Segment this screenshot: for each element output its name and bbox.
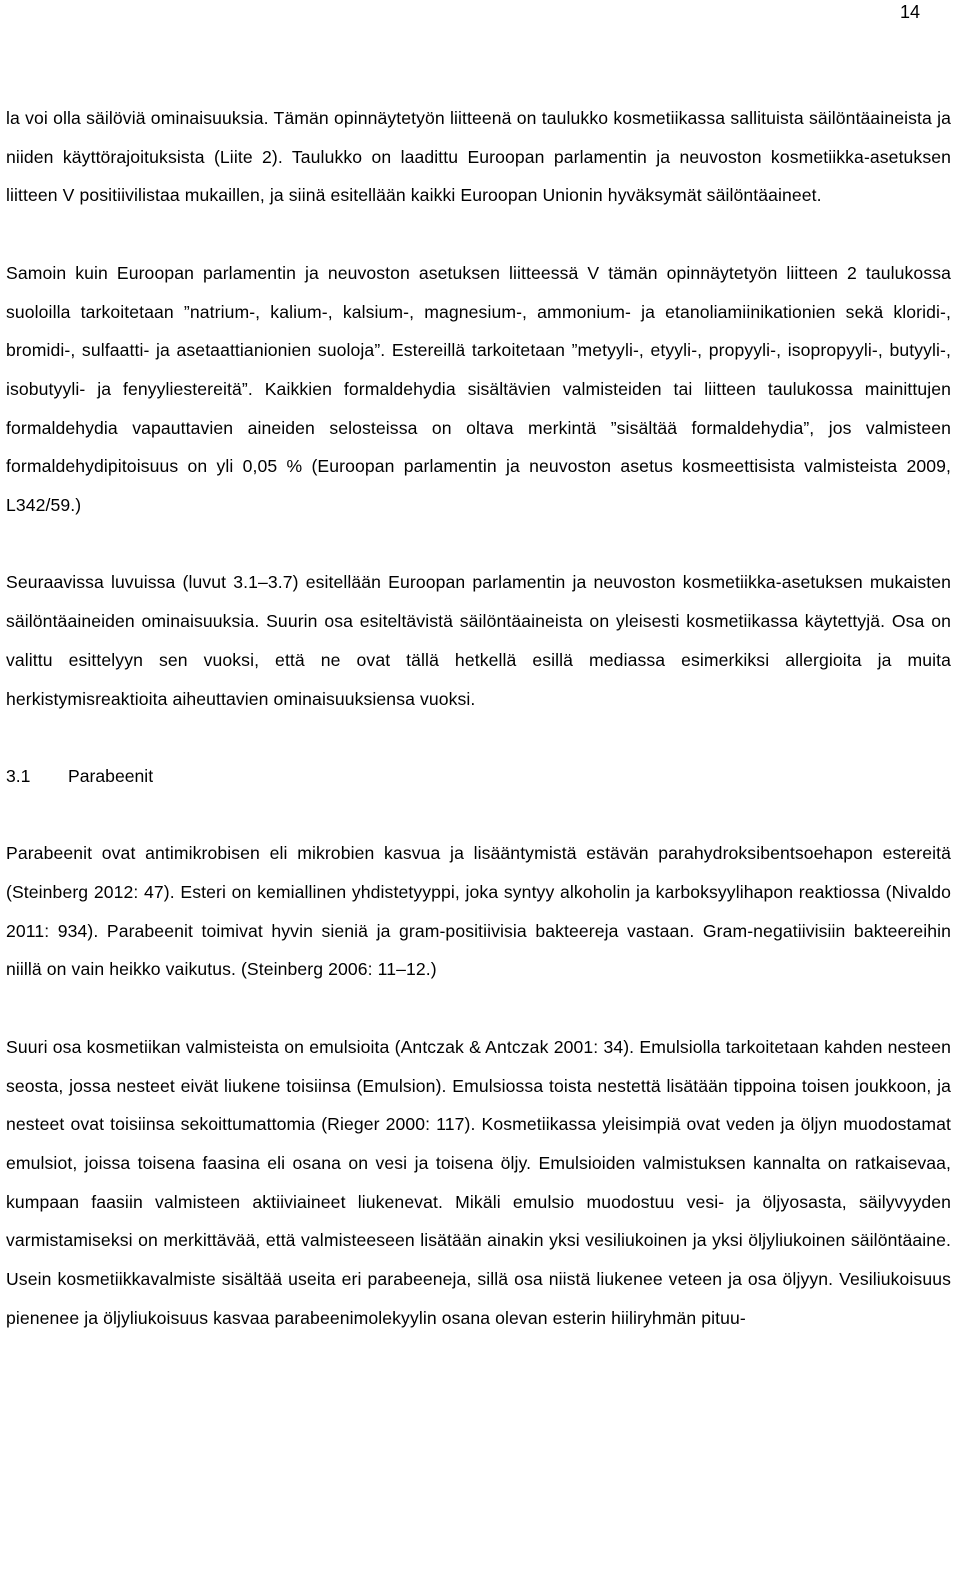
paragraph-chapter-overview: Seuraavissa luvuissa (luvut 3.1–3.7) esitellään Euroopan parlamentin ja neuvoston kosmetiikka-asetuksen mukaisten säilöntäaineiden ominaisuuksia. Suurin osa esiteltävistä säilöntäaineista on yleisesti kosmetiikassa käytettyjä. Osa on valittu esittelyyn sen vuoksi, että ne ovat tällä hetkellä esillä mediassa esimerkiksi allergioita ja muita herkistymisreaktioita aiheuttavien ominaisuuksiensa vuoksi.	[6, 572, 951, 709]
page-number: 14	[899, 2, 920, 22]
document-body	[6, 99, 951, 1337]
section-heading	[6, 757, 951, 796]
paragraph-parabens-definition: Parabeenit ovat antimikrobisen eli mikrobien kasvua ja lisääntymistä estävän parahydroksibentsoehapon estereitä (Steinberg 2012: 47). Esteri on kemiallinen yhdistetyyppi, joka syntyy alkoholin ja karboksyylihapon reaktiossa (Nivaldo 2011: 934). Parabeenit toimivat hyvin sieniä ja gram-positiivisia bakteereja vastaan. Gram-negatiivisiin bakteereihin niillä on vain heikko vaikutus. (Steinberg 2006: 11–12.)	[6, 843, 951, 980]
section-title: Parabeenit	[68, 765, 154, 786]
paragraph-preservative-table-intro: la voi olla säilöviä ominaisuuksia. Tämän opinnäytetyön liitteenä on taulukko kosmetiikassa sallituista säilöntäaineista ja niiden käyttörajoituksista (Liite 2). Taulukko on laadittu Euroopan parlamentin ja neuvoston kosmetiikka-asetuksen liitteen V positiivilistaa mukaillen, ja siinä esitellään kaikki Euroopan Unionin hyväksymät säilöntäaineet.	[6, 108, 951, 206]
section-number: 3.1	[6, 765, 31, 786]
paragraph-salts-esters-definitions: Samoin kuin Euroopan parlamentin ja neuvoston asetuksen liitteessä V tämän opinnäytetyön liitteen 2 taulukossa suoloilla tarkoitetaan ”natrium-, kalium-, kalsium-, magnesium-, ammonium- ja etanoliamiinikationien sekä kloridi-, bromidi-, sulfaatti- ja asetaattianionien suoloja”. Estereillä tarkoitetaan ”metyyli-, etyyli-, propyyli-, isopropyyli-, butyyli-, isobutyyli- ja fenyyliestereitä”. Kaikkien formaldehydia sisältävien valmisteiden tai liitteen taulukossa mainittujen formaldehydia vapauttavien aineiden selosteissa on oltava merkintä ”sisältää formaldehydia”, jos valmisteen formaldehydipitoisuus on yli 0,05 % (Euroopan parlamentin ja neuvoston asetus kosmeettisista valmisteista 2009, L342/59.)	[6, 262, 951, 516]
paragraph-emulsions: Suuri osa kosmetiikan valmisteista on emulsioita (Antczak & Antczak 2001: 34). Emulsiolla tarkoitetaan kahden nesteen seosta, jossa nesteet eivät liukene toisiinsa (Emulsion). Emulsiossa toista nestettä lisätään tippoina toisen joukkoon, ja nesteet ovat toisiinsa sekoittumattomia (Rieger 2000: 117). Kosmetiikassa yleisimpiä ovat veden ja öljyn muodostamat emulsiot, joissa toisena faasina eli osana on vesi ja toisena öljy. Emulsioiden valmistuksen kannalta on ratkaisevaa, kumpaan faasiin valmisteen aktiiviaineet liukenevat. Mikäli emulsio muodostuu vesi- ja öljyosasta, säilyvyyden varmistamiseksi on merkittävää, että valmisteeseen lisätään ainakin yksi vesiliukoinen ja yksi öljyliukoinen säilöntäaine. Usein kosmetiikkavalmiste sisältää useita eri parabeeneja, sillä osa niistä liukenee veteen ja osa öljyyn. Vesiliukoisuus pienenee ja öljyliukoisuus kasvaa parabeenimolekyylin osana olevan esterin hiiliryhmän pituu-	[6, 1036, 951, 1328]
